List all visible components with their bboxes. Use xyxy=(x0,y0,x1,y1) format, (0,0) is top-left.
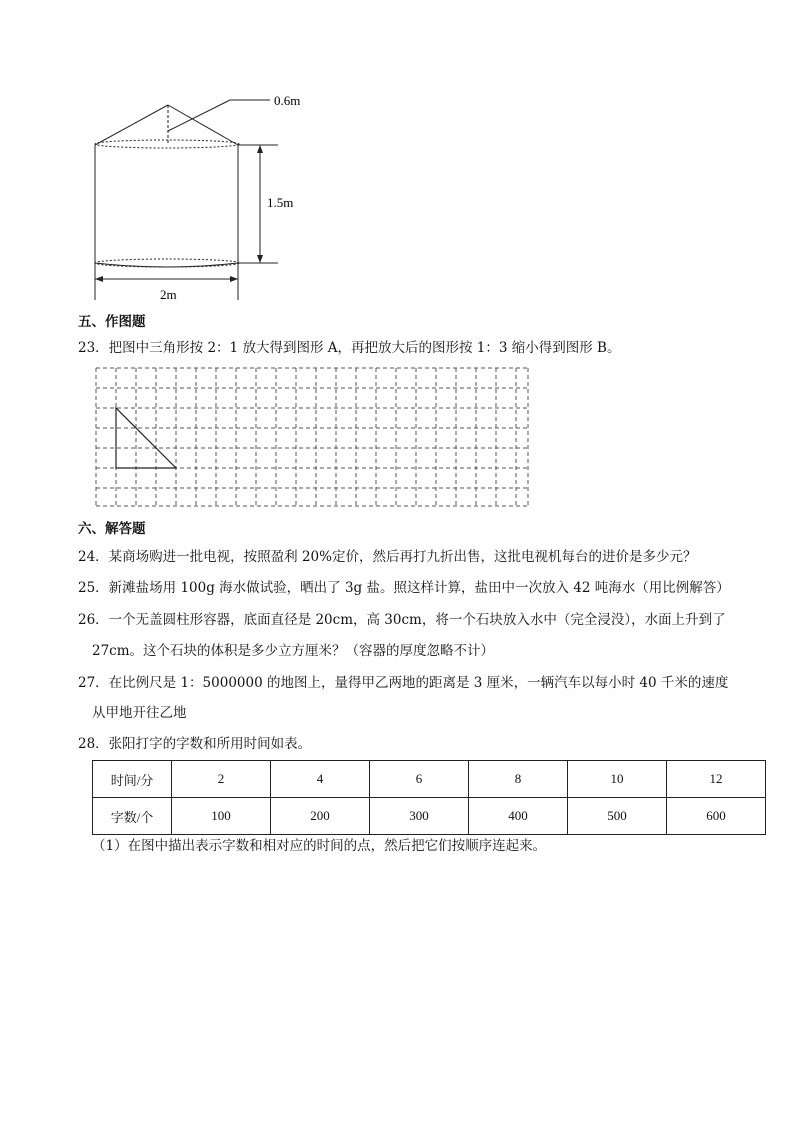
table-cell: 2 xyxy=(172,761,271,798)
table-cell: 12 xyxy=(667,761,766,798)
table-cell: 100 xyxy=(172,798,271,835)
table-cell: 6 xyxy=(370,761,469,798)
question-24: 24．某商场购进一批电视，按照盈利 20%定价，然后再打九折出售，这批电视机每台的进价是多少元？ xyxy=(78,549,697,565)
triangle-grid xyxy=(92,366,532,510)
table-cell: 400 xyxy=(469,798,568,835)
section-5-title: 五、作图题 xyxy=(78,314,146,330)
table-cell: 8 xyxy=(469,761,568,798)
question-28-sub-1: （1）在图中描出表示字数和相对应的时间的点，然后把它们按顺序连起来。 xyxy=(92,838,547,854)
section-6-title: 六、解答题 xyxy=(78,521,146,537)
table-header-time: 时间/分 xyxy=(93,761,172,798)
diameter-label: 2m xyxy=(160,287,177,302)
table-cell: 500 xyxy=(568,798,667,835)
question-28: 28．张阳打字的字数和所用时间如表。 xyxy=(78,736,312,752)
table-header-count: 字数/个 xyxy=(93,798,172,835)
question-27-line-2: 从甲地开往乙地 xyxy=(92,705,187,721)
question-26-line-2: 27cm。这个石块的体积是多少立方厘米？（容器的厚度忽略不计） xyxy=(92,643,495,659)
cone-height-label: 0.6m xyxy=(274,93,301,108)
table-row xyxy=(93,761,766,798)
question-27-line-1: 27．在比例尺是 1：5000000 的地图上，量得甲乙两地的距离是 3 厘米，一辆汽车以每小时 40 千米的速度 xyxy=(78,675,729,691)
table-cell: 4 xyxy=(271,761,370,798)
question-25: 25．新滩盐场用 100g 海水做试验，晒出了 3g 盐。照这样计算，盐田中一次放入 42 吨海水（用比例解答） xyxy=(78,580,730,596)
triangle-shape xyxy=(116,408,176,468)
table-cell: 200 xyxy=(271,798,370,835)
cylinder-height-label: 1.5m xyxy=(267,195,294,210)
question-23: 23．把图中三角形按 2：1 放大得到图形 A，再把放大后的图形按 1：3 缩小得到图形 B。 xyxy=(78,340,621,356)
table-cell: 300 xyxy=(370,798,469,835)
table-cell: 600 xyxy=(667,798,766,835)
question-26-line-1: 26．一个无盖圆柱形容器，底面直径是 20cm，高 30cm，将一个石块放入水中（完全浸没），水面上升到了 xyxy=(78,612,726,628)
table-cell: 10 xyxy=(568,761,667,798)
cylinder-cone-figure xyxy=(80,85,320,310)
table-row xyxy=(93,798,766,835)
typing-data-table xyxy=(92,760,766,835)
